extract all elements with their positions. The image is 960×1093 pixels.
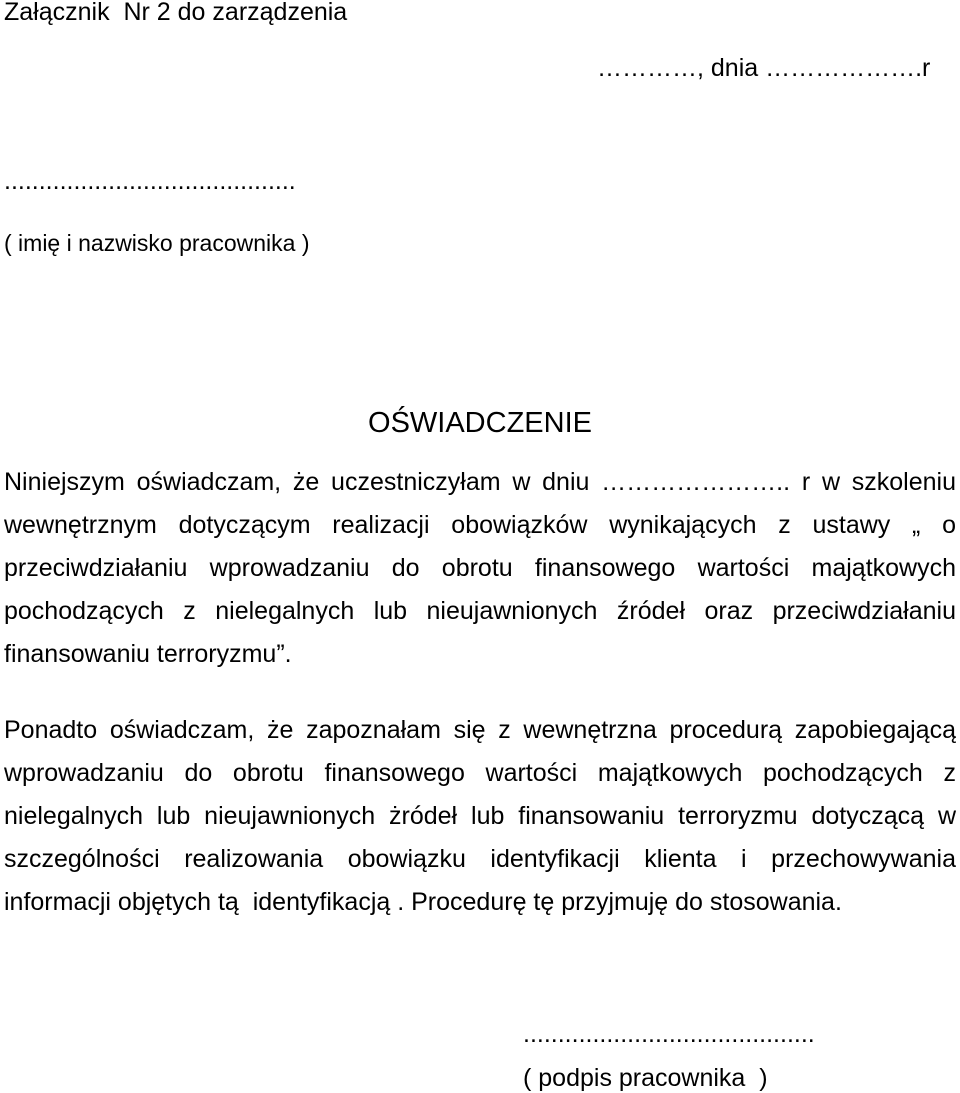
signature-blank: .......................................... (523, 1020, 815, 1048)
employee-name-label: ( imię i nazwisko pracownika ) (4, 230, 310, 256)
document-title: OŚWIADCZENIE (368, 407, 592, 439)
date-line: …………, dnia ……………….r (597, 54, 931, 82)
statement-line: szczególności realizowania obowiązku identyfikacji klienta i przechowywania (4, 845, 956, 873)
statement-line: wprowadzaniu do obrotu finansowego wartości majątkowych pochodzących z (4, 759, 956, 787)
statement-line: Ponadto oświadczam, że zapoznałam się z wewnętrzna procedurą zapobiegającą (4, 716, 956, 744)
statement-line: wewnętrznym dotyczącym realizacji obowiązków wynikających z ustawy „ o (4, 511, 956, 539)
statement-line: Niniejszym oświadczam, że uczestniczyłam w dniu ………………….. r w szkoleniu (4, 468, 956, 496)
employee-name-blank: .......................................... (4, 167, 296, 195)
statement-line: finansowaniu terroryzmu”. (4, 640, 292, 668)
statement-paragraph-procedure (4, 709, 956, 924)
signature-label: ( podpis pracownika ) (523, 1064, 768, 1092)
attachment-header: Załącznik Nr 2 do zarządzenia (4, 0, 348, 26)
statement-line: nielegalnych lub nieujawnionych żródeł lub finansowaniu terroryzmu dotyczącą w (4, 802, 956, 830)
statement-line: informacji objętych tą identyfikacją . Procedurę tę przyjmuję do stosowania. (4, 888, 842, 916)
statement-paragraph-participation (4, 461, 956, 676)
statement-line: pochodzących z nielegalnych lub nieujawnionych źródeł oraz przeciwdziałaniu (4, 597, 956, 625)
statement-line: przeciwdziałaniu wprowadzaniu do obrotu finansowego wartości majątkowych (4, 554, 956, 582)
